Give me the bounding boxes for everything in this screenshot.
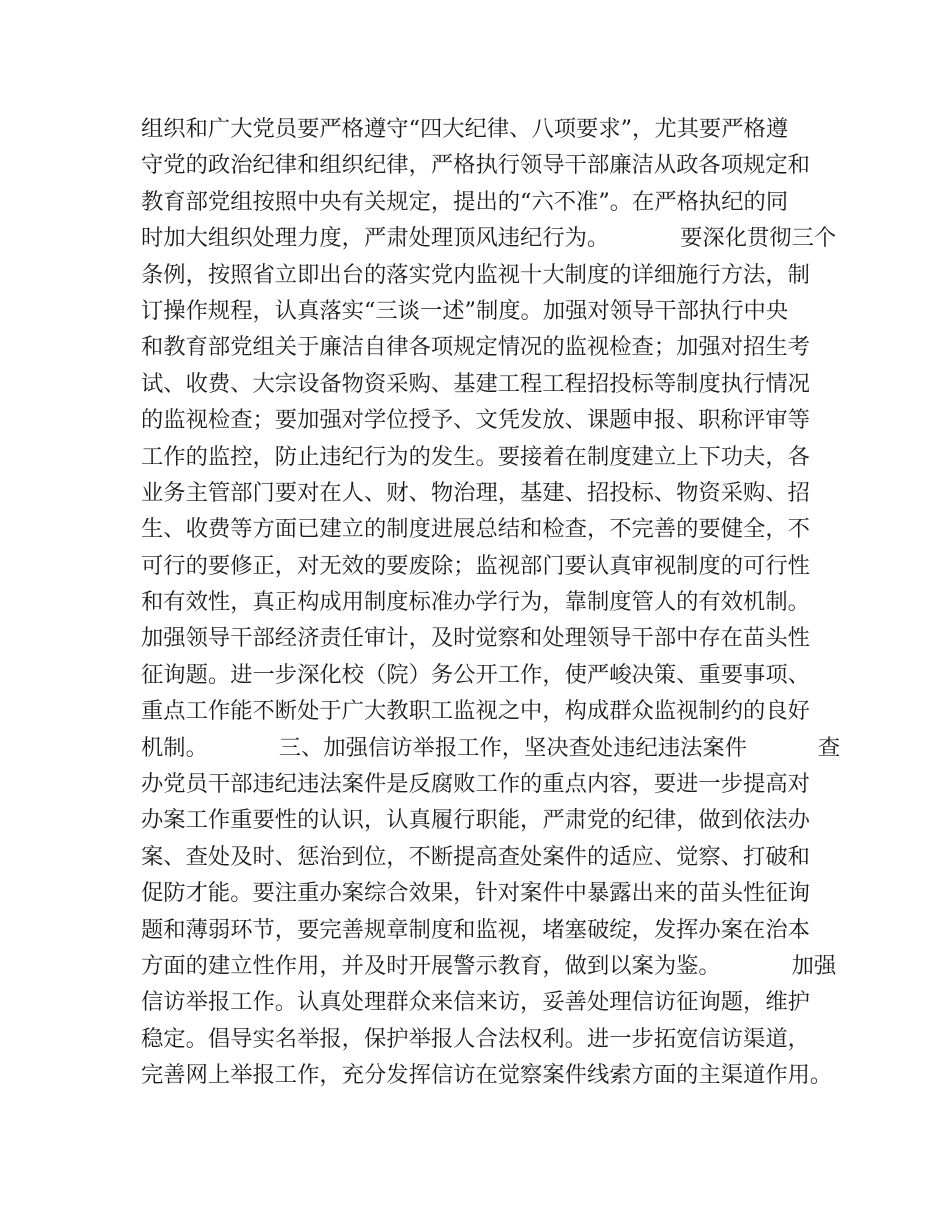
text-line: 案、查处及时、惩治到位，不断提高查处案件的适应、觉察、打破和 — [141, 843, 810, 870]
section-heading-line: 机制。 三、加强信访举报工作，坚决查处违纪违法案件 查 — [141, 734, 841, 761]
text-line: 工作的监控，防止违纪行为的发生。要接着在制度建立上下功夫，各 — [141, 443, 810, 470]
text-line: 教育部党组按照中央有关规定，提出的“六不准”。在严格执纪的同 — [141, 188, 789, 215]
text-line: 加强领导干部经济责任审计，及时觉察和处理领导干部中存在苗头性 — [141, 625, 810, 652]
text-line: 守党的政治纪律和组织纪律，严格执行领导干部廉洁从政各项规定和 — [141, 152, 810, 179]
text-line: 和教育部党组关于廉洁自律各项规定情况的监视检查；加强对招生考 — [141, 334, 810, 361]
text-line: 完善网上举报工作，充分发挥信访在觉察案件线索方面的主渠道作用。 — [141, 1062, 833, 1089]
text-line: 可行的要修正，对无效的要废除；监视部门要认真审视制度的可行性 — [141, 552, 810, 579]
text-line: 促防才能。要注重办案综合效果，针对案件中暴露出来的苗头性征询 — [141, 880, 810, 907]
text-line: 的监视检查；要加强对学位授予、文凭发放、课题申报、职称评审等 — [141, 407, 810, 434]
text-line: 征询题。进一步深化校（院）务公开工作，使严峻决策、重要事项、 — [141, 661, 810, 688]
text-line: 题和薄弱环节，要完善规章制度和监视，堵塞破绽，发挥办案在治本 — [141, 916, 810, 943]
text-line: 订操作规程，认真落实“三谈一述”制度。加强对领导干部执行中央 — [141, 297, 789, 324]
text-line: 稳定。倡导实名举报，保护举报人合法权利。进一步拓宽信访渠道， — [141, 1025, 810, 1052]
text-line: 信访举报工作。认真处理群众来信来访，妥善处理信访征询题，维护 — [141, 989, 810, 1016]
text-line: 业务主管部门要对在人、财、物治理，基建、招投标、物资采购、招 — [141, 479, 810, 506]
text-line: 条例，按照省立即出台的落实党内监视十大制度的详细施行方法，制 — [141, 261, 810, 288]
text-line: 试、收费、大宗设备物资采购、基建工程工程招投标等制度执行情况 — [141, 370, 810, 397]
text-line: 和有效性，真正构成用制度标准办学行为，靠制度管人的有效机制。 — [141, 589, 810, 616]
text-line: 办党员干部违纪违法案件是反腐败工作的重点内容，要进一步提高对 — [141, 771, 810, 798]
text-line: 方面的建立性作用，并及时开展警示教育，做到以案为鉴。 加强 — [141, 952, 837, 979]
text-line: 生、收费等方面已建立的制度进展总结和检查，不完善的要健全，不 — [141, 516, 810, 543]
text-line: 办案工作重要性的认识，认真履行职能，严肃党的纪律，做到依法办 — [141, 807, 810, 834]
body-text — [141, 111, 841, 1094]
text-line: 时加大组织处理力度，严肃处理顶风违纪行为。 要深化贯彻三个 — [141, 225, 837, 252]
text-line: 组织和广大党员要严格遵守“四大纪律、八项要求”，尤其要严格遵 — [141, 116, 789, 142]
text-line: 重点工作能不断处于广大教职工监视之中，构成群众监视制约的良好 — [141, 698, 810, 725]
